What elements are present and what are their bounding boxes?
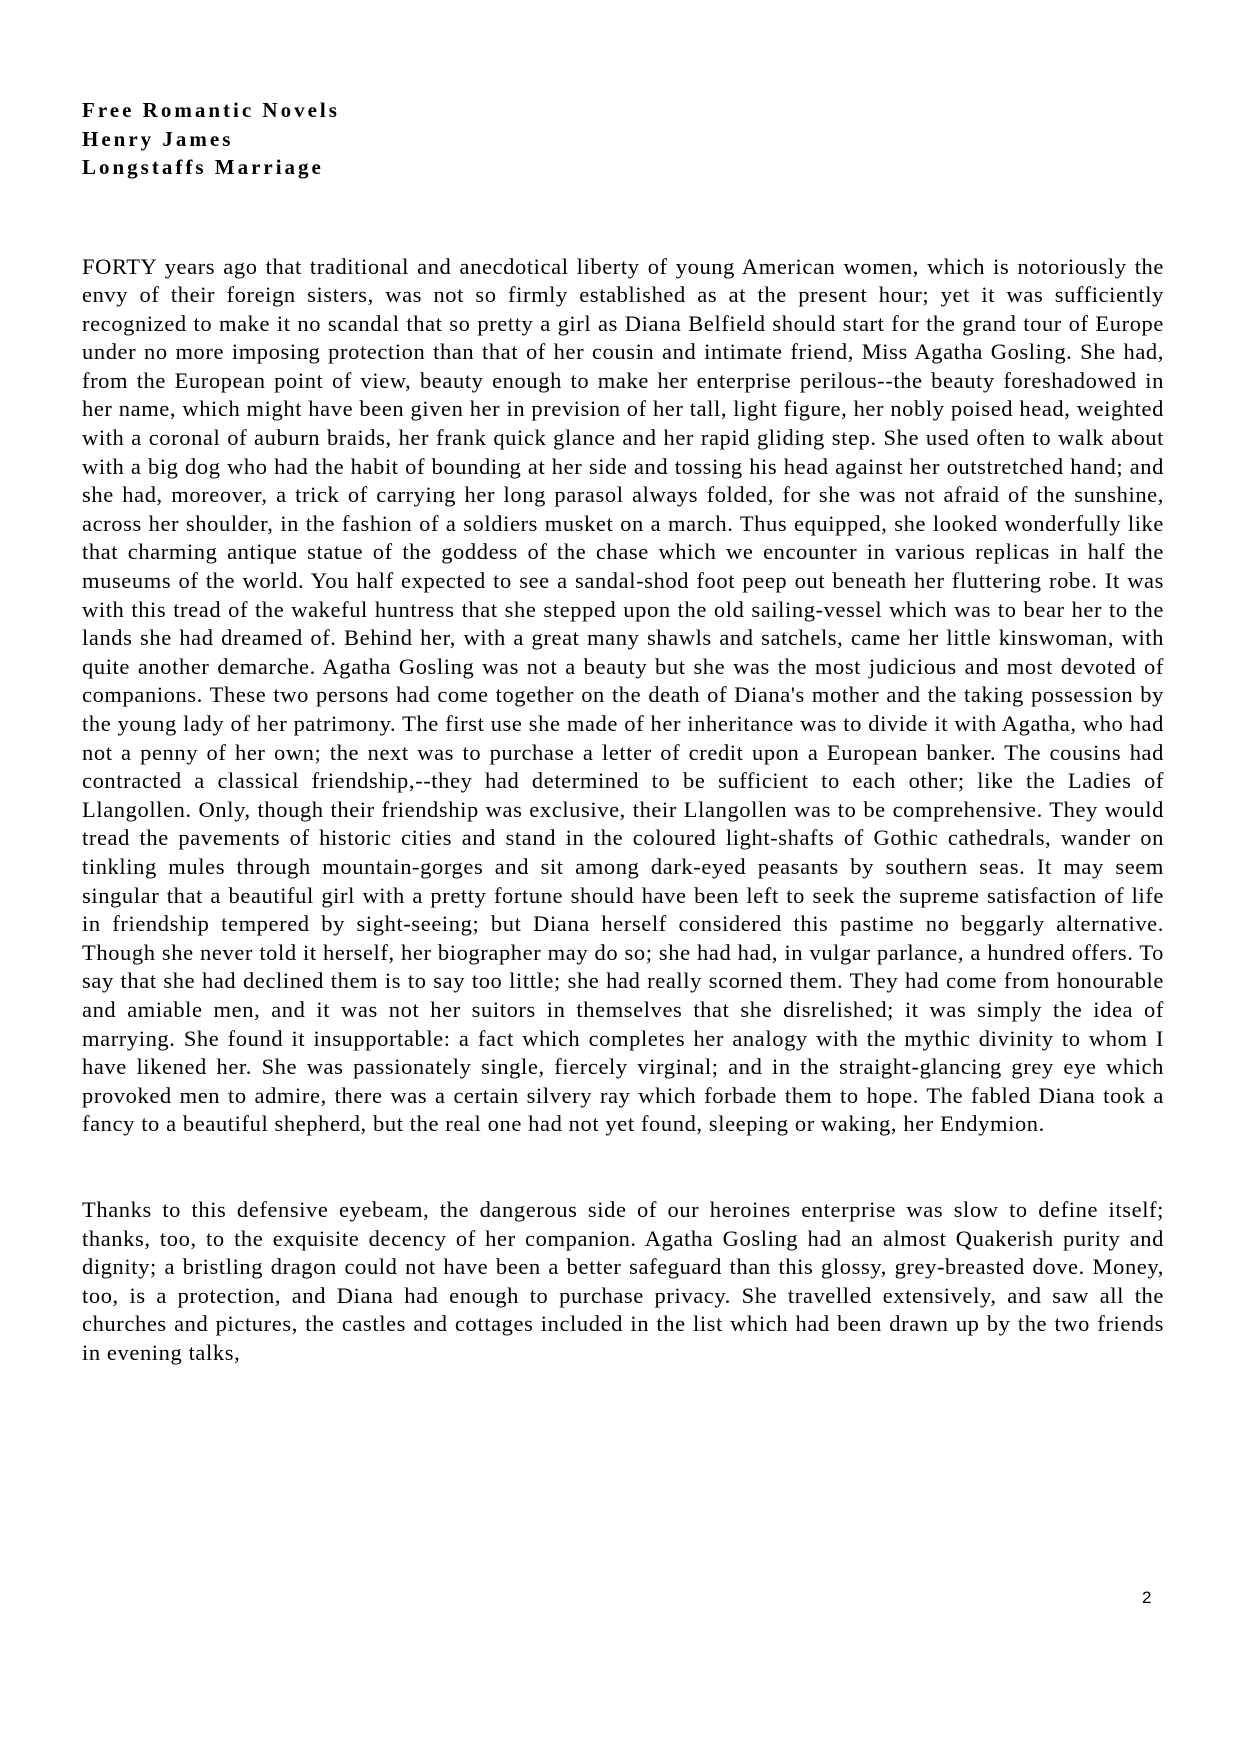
header-author: Henry James (82, 126, 234, 151)
page-content (82, 96, 1164, 1367)
paragraph-1: FORTY years ago that traditional and anecdotical liberty of young American women, which is notoriously the envy of their foreign sisters, was not so firmly established as at the present hour; yet it was sufficiently recognized to make it no scandal that so pretty a girl as Diana Belfield should start for the grand tour of Europe under no more imposing protection than that of her cousin and intimate friend, Miss Agatha Gosling. She had, from the European point of view, beauty enough to make her enterprise perilous--the beauty foreshadowed in her name, which might have been given her in prevision of her tall, light figure, her nobly poised head, weighted with a coronal of auburn braids, her frank quick glance and her rapid gliding step. She used often to walk about with a big dog who had the habit of bounding at her side and tossing his head against her outstretched hand; and she had, moreover, a trick of carrying her long parasol always folded, for she was not afraid of the sunshine, across her shoulder, in the fashion of a soldiers musket on a march. Thus equipped, she looked wonderfully like that charming antique statue of the goddess of the chase which we encounter in various replicas in half the museums of the world. You half expected to see a sandal-shod foot peep out beneath her fluttering robe. It was with this tread of the wakeful huntress that she stepped upon the old sailing-vessel which was to bear her to the lands she had dreamed of. Behind her, with a great many shawls and satchels, came her little kinswoman, with quite another demarche. Agatha Gosling was not a beauty but she was the most judicious and most devoted of companions. These two persons had come together on the death of Diana's mother and the taking possession by the young lady of her patrimony. The first use she made of her inheritance was to divide it with Agatha, who had not a penny of her own; the next was to purchase a letter of credit upon a European banker. The cousins had contracted a classical friendship,--they had determined to be sufficient to each other; like the Ladies of Llangollen. Only, though their friendship was exclusive, their Llangollen was to be comprehensive. They would tread the pavements of historic cities and stand in the coloured light-shafts of Gothic cathedrals, wander on tinkling mules through mountain-gorges and sit among dark-eyed peasants by southern seas. It may seem singular that a beautiful girl with a pretty fortune should have been left to seek the supreme satisfaction of life in friendship tempered by sight-seeing; but Diana herself considered this pastime no beggarly alternative. Though she never told it herself, her biographer may do so; she had had, in vulgar parlance, a hundred offers. To say that she had declined them is to say too little; she had really scorned them. They had come from honourable and amiable men, and it was not her suitors in themselves that she disrelished; it was simply the idea of marrying. She found it insupportable: a fact which completes her analogy with the mythic divinity to whom I have likened her. She was passionately single, fiercely virginal; and in the straight-glancing grey eye which provoked men to admire, there was a certain silvery ray which forbade them to hope. The fabled Diana took a fancy to a beautiful shepherd, but the real one had not yet found, sleeping or waking, her Endymion. (82, 253, 1164, 1137)
paragraph-2: Thanks to this defensive eyebeam, the dangerous side of our heroines enterprise was slow to define itself; thanks, too, to the exquisite decency of her companion. Agatha Gosling had an almost Quakerish purity and dignity; a bristling dragon could not have been a better safeguard than this glossy, grey-breasted dove. Money, too, is a protection, and Diana had enough to purchase privacy. She travelled extensively, and saw all the churches and pictures, the castles and cottages included in the list which had been drawn up by the two friends in evening talks, (82, 1196, 1164, 1365)
document-header (82, 96, 1164, 182)
header-book-title: Longstaffs Marriage (82, 155, 324, 179)
header-series-title: Free Romantic Novels (82, 98, 340, 122)
page-number: 2 (1142, 1588, 1152, 1607)
